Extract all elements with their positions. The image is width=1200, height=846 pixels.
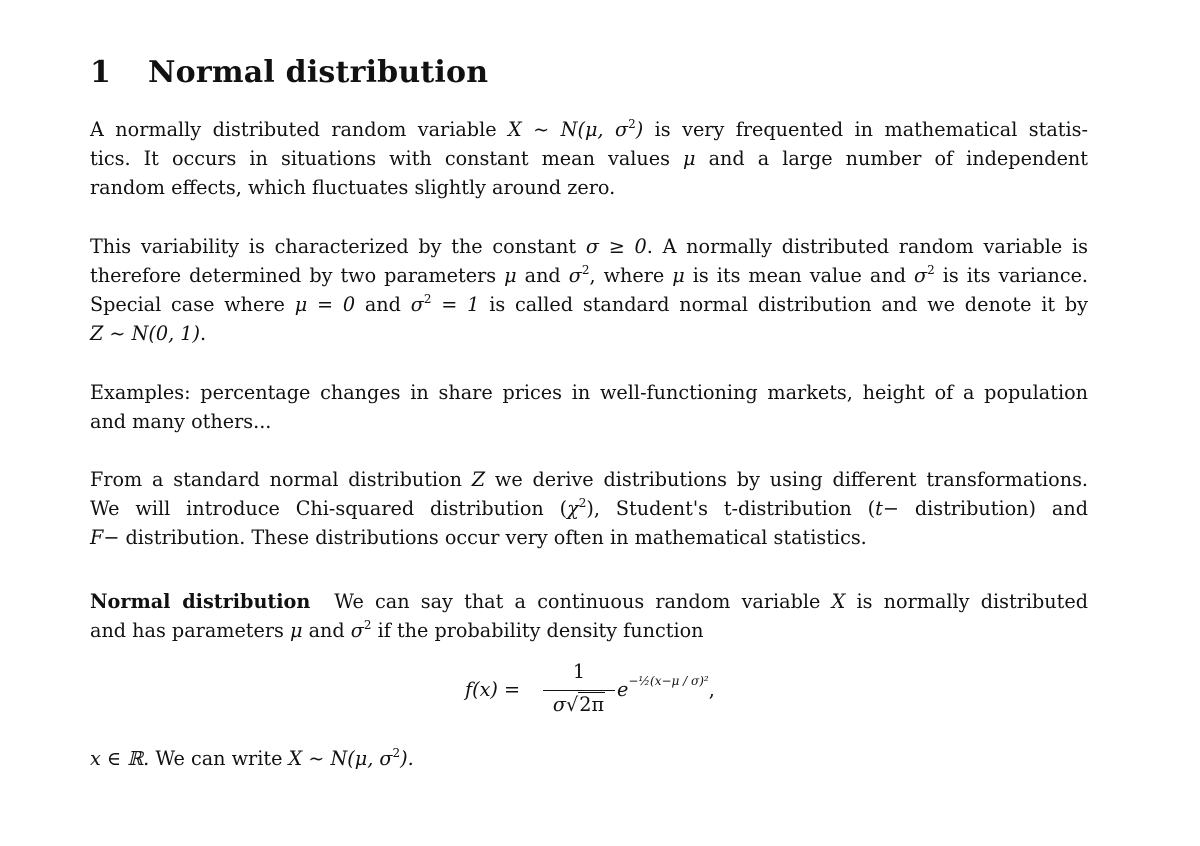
formula-denominator: σ√2π [552, 693, 605, 716]
fraction-bar [543, 690, 615, 691]
paragraph-2-line-1: This variability is characterized by the constant σ ≥ 0. A normally distributed random variable is [90, 235, 1089, 258]
paragraph-4-line-2: We will introduce Chi-squared distribution $(\chi^2)$, Student's t-distribution (t− distribution) and [90, 496, 1088, 520]
section-title: Normal distribution [148, 55, 489, 90]
paragraph-2-line-3: Special case where μ = 0 and $\sigma^2 = 1$ is called standard normal distribution and we denote it by [90, 292, 1088, 316]
paragraph-heading: Normal distribution [90, 590, 311, 613]
section-number: 1 [90, 55, 112, 90]
formula-lhs: f(x) = [465, 678, 521, 701]
paragraph-4-line-3: F− distribution. These distributions occur very often in mathematical statistics. [90, 526, 867, 549]
paragraph-4-line-1: From a standard normal distribution Z we derive distributions by using different transformations. [90, 468, 1089, 491]
paragraph-1-line-1: A normally distributed random variable X ∼ N(μ, $\sigma^2$) is very frequented in mathematical statis- [90, 117, 1088, 141]
paragraph-1-line-3: random effects, which fluctuates slightly around zero. [90, 176, 616, 199]
density-formula [465, 660, 725, 730]
formula-numerator: 1 [572, 660, 586, 683]
formula-exponential: $e^{-\frac{1}{2}(x-\mu / \sigma)^2}$, [617, 674, 715, 701]
paragraph-2-line-4: Z ∼ N(0, 1). [90, 322, 207, 345]
paragraph-3-line-2: and many others... [90, 410, 272, 433]
paragraph-2-line-2: therefore determined by two parameters μ and $\sigma^2$, where μ is its mean value and $\sigma^2$ is its variance. [90, 263, 1089, 287]
paragraph-1-line-2: tics. It occurs in situations with constant mean values μ and a large number of independent [90, 147, 1088, 170]
paragraph-5-line-1: Normal distribution We can say that a continuous random variable X is normally distributed [90, 590, 1089, 613]
paragraph-3-line-1: Examples: percentage changes in share prices in well-functioning markets, height of a population [90, 381, 1088, 404]
paragraph-5-line-2: and has parameters μ and $\sigma^2$ if the probability density function [90, 618, 704, 642]
closing-line: x ∈ ℝ. We can write X ∼ N(μ, $\sigma^2$). [90, 746, 414, 770]
section-heading [90, 55, 488, 90]
